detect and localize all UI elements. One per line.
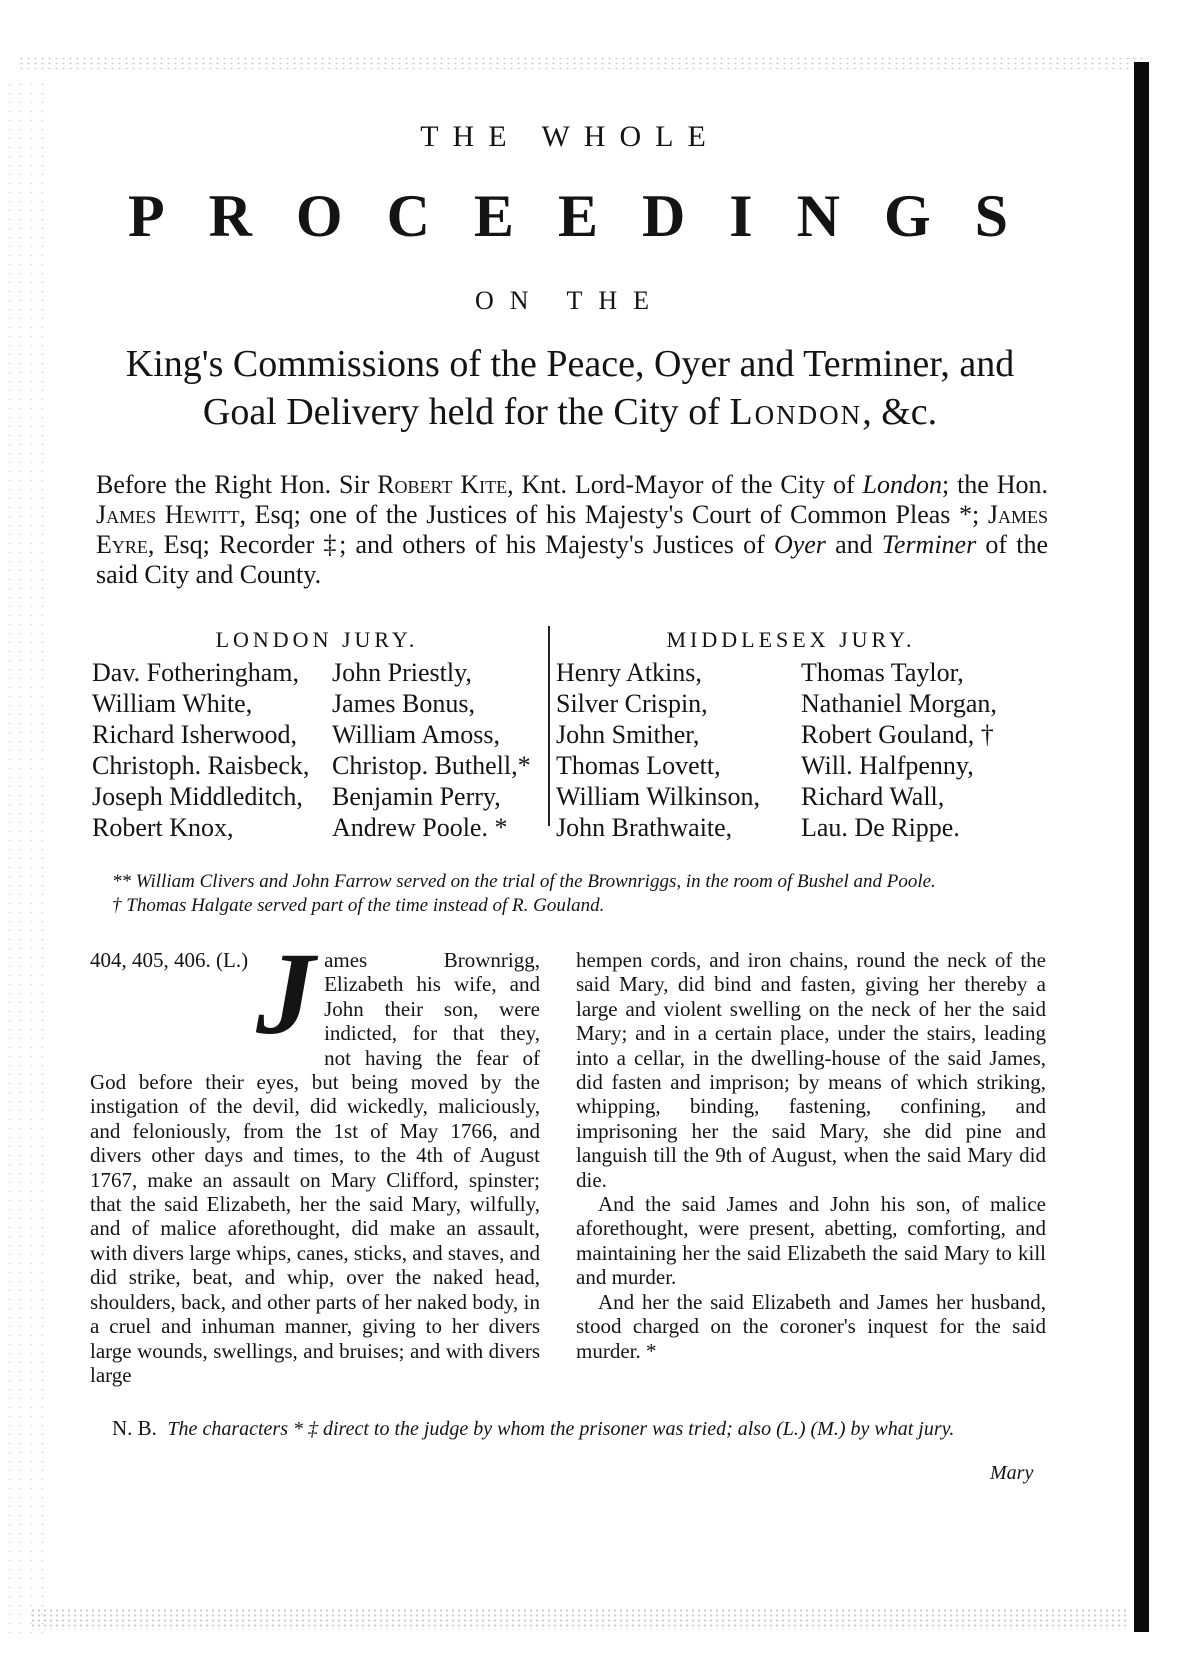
juror: Silver Crispin,: [556, 689, 708, 718]
nb-label: N. B.: [112, 1416, 157, 1440]
juror: Will. Halfpenny,: [801, 751, 974, 780]
juror: Lau. De Rippe.: [801, 813, 960, 842]
london-jury-column-2: [332, 657, 531, 843]
juror: Richard Isherwood,: [92, 720, 298, 749]
trial-numbers: 404, 405, 406. (L.): [90, 948, 249, 972]
juror: Thomas Taylor,: [801, 658, 964, 687]
commissions-line-2-end: , &c.: [862, 391, 938, 433]
city-name: London: [729, 391, 863, 433]
intro-text-5: , Esq; Recorder ‡; and others of his Majesty's Justices of: [147, 530, 774, 559]
jury-divider: [548, 626, 550, 826]
middlesex-jury-list: [556, 657, 1026, 843]
juror: William Amoss,: [332, 720, 500, 749]
middlesex-jury-column-2: [801, 657, 997, 843]
catchword: Mary: [990, 1462, 1034, 1484]
juror: John Brathwaite,: [556, 813, 733, 842]
jury-notes: [112, 870, 1042, 918]
middlesex-jury-heading: MIDDLESEX JURY.: [666, 627, 916, 652]
commissions-line-1: King's Commissions of the Peace, Oyer and Terminer, and: [125, 343, 1015, 385]
trial-text-right-column: [576, 948, 1046, 1363]
middlesex-jury-column-1: [556, 657, 801, 843]
intro-city: London: [862, 470, 942, 499]
juror: Dav. Fotheringham,: [92, 658, 299, 687]
scan-noise-bottom: [30, 1608, 1130, 1630]
juror: James Bonus,: [332, 689, 475, 718]
recorder-name: James Eyre: [96, 500, 1048, 559]
juror: Benjamin Perry,: [332, 782, 501, 811]
london-jury-column-1: [92, 657, 332, 843]
intro-text-6: and: [825, 530, 882, 559]
intro-terminer: Terminer: [881, 530, 977, 559]
scan-noise-top: [18, 56, 1148, 72]
london-jury-heading: LONDON JURY.: [215, 627, 419, 652]
middlesex-jury: [556, 624, 1026, 843]
page-edge-shadow: [1134, 62, 1149, 1632]
scan-noise-left: [4, 80, 46, 1640]
juror: Richard Wall,: [801, 782, 945, 811]
nota-bene: [112, 1416, 1042, 1441]
lord-mayor-name: Robert Kite: [377, 470, 508, 499]
indictment-continued: hempen cords, and iron chains, round the neck of the said Mary, did bind and fasten, giving her thereby a large and violent swelling on the neck of her the said Mary; and in a certain place, under the stairs, leading into a cellar, in the dwelling-house of the said James, did fasten and imprison; by means of which striking, whipping, binding, fastening, confining, and imprisoning her the said Mary, she did pine and languish till the 9th of August, when the said Mary did die.: [576, 948, 1046, 1192]
juror: Henry Atkins,: [556, 658, 702, 687]
juror: Thomas Lovett,: [556, 751, 721, 780]
juror: Andrew Poole. *: [332, 813, 508, 842]
juror: John Smither,: [556, 720, 700, 749]
accessory-paragraph: And the said James and John his son, of malice aforethought, were present, abetting, comforting, and maintaining her the said Elizabeth the said Mary to kill and murder.: [576, 1192, 1046, 1290]
intro-text-4: , Esq; one of the Justices of his Majesty's Court of Common Pleas *;: [239, 500, 988, 529]
note-substitute-jurors: ** William Clivers and John Farrow served on the trial of the Brownriggs, in the room of Bushel and Poole.: [112, 871, 936, 892]
coroner-paragraph: And her the said Elizabeth and James her husband, stood charged on the coroner's inquest for the said murder. *: [576, 1289, 1046, 1363]
intro-text-3: ; the Hon.: [942, 470, 1048, 499]
nb-text: The characters * ‡ direct to the judge by whom the prisoner was tried; also (L.) (M.) by what jury.: [167, 1418, 955, 1440]
juror: Christoph. Raisbeck,: [92, 751, 310, 780]
london-jury: [92, 624, 542, 843]
intro-text-7: of the said City and County.: [96, 530, 1048, 589]
drop-cap: J: [256, 928, 316, 1059]
intro-text-2: , Knt. Lord-Mayor of the City of: [507, 470, 863, 499]
intro-oyer: Oyer: [773, 530, 826, 559]
title-commissions: [80, 340, 1060, 436]
juror: Nathaniel Morgan,: [801, 689, 997, 718]
title-proceedings: PROCEEDINGS: [127, 183, 1053, 249]
juror: John Priestly,: [332, 658, 472, 687]
note-halgate: † Thomas Halgate served part of the time instead of R. Gouland.: [112, 895, 605, 916]
juror: Robert Knox,: [92, 813, 234, 842]
title-line-1: THE WHOLE: [420, 120, 720, 153]
trial-text-left-column: [90, 928, 540, 1387]
title-on-the: ON THE: [474, 286, 666, 315]
juror: Robert Gouland, †: [801, 720, 994, 749]
juror: William Wilkinson,: [556, 782, 760, 811]
commissions-line-2: [80, 388, 1060, 436]
juror: William White,: [92, 689, 253, 718]
london-jury-list: [92, 657, 542, 843]
commissions-line-2-text: Goal Delivery held for the City of: [202, 391, 730, 433]
court-introduction: [96, 470, 1048, 590]
juror: Joseph Middleditch,: [92, 782, 303, 811]
intro-text-1: Before the Right Hon. Sir: [96, 470, 378, 499]
juror: Christop. Buthell,*: [332, 751, 531, 780]
justice-name: James Hewitt: [96, 500, 240, 529]
indictment-text: ames Brownrigg, Elizabeth his wife, and John their son, were indicted, for that they, not having the fear of God before their eyes, but being moved by the instigation of the devil, did wickedly, maliciously, and feloniously, from the 1st of May 1766, and divers other days and times, to the 4th of August 1767, make an assault on Mary Clifford, spinster; that the said Elizabeth, her the said Mary, wilfully, and of malice aforethought, did make an assault, with divers large whips, canes, sticks, and staves, and did strike, beat, and whip, over the naked head, shoulders, back, and other parts of her naked body, in a cruel and inhuman manner, giving to her divers large wounds, swellings, and bruises; and with divers large: [90, 948, 540, 1387]
